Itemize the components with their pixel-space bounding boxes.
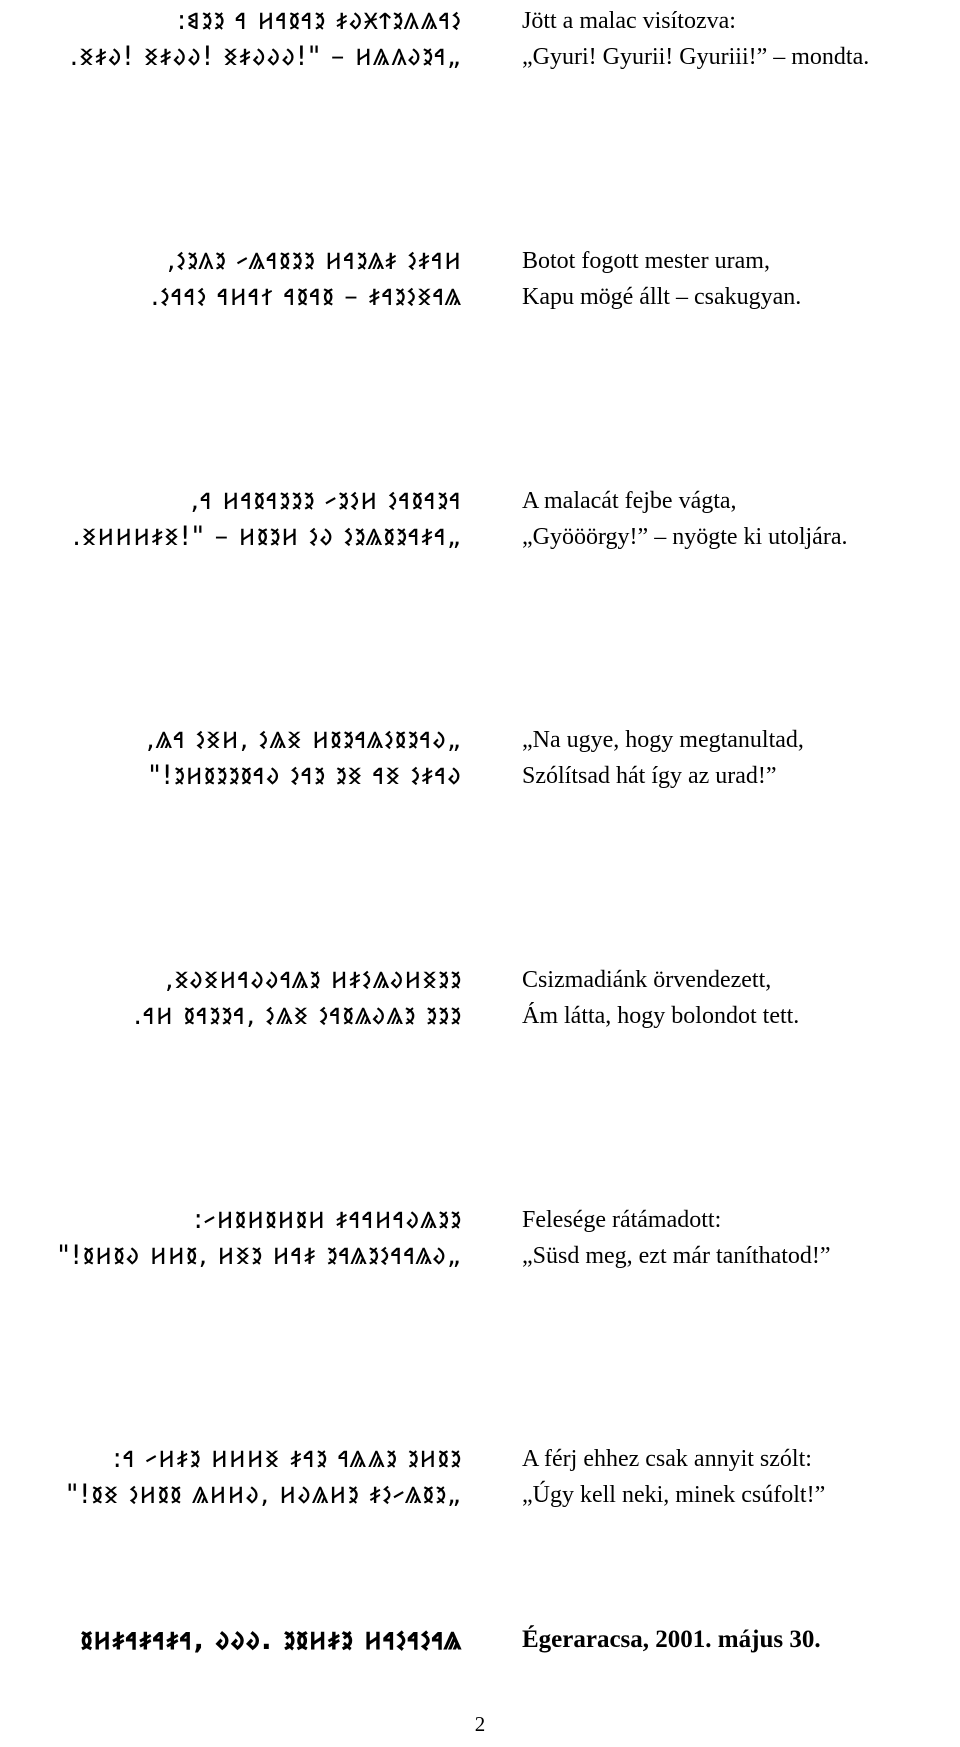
rune-text: [36, 3, 462, 75]
rune-line: .𐳖𐳀𐳏𐳋𐳉𐳀𐳎 – 𐳊𐳀𐳊𐳀 𐳐𐳀𐳢𐳀 𐳋𐳀𐳀𐳋: [150, 281, 462, 312]
latin-line: „Gyuri! Gyurii! Gyuriii!” – mondta.: [522, 44, 870, 70]
latin-text: [522, 962, 942, 1034]
latin-line: A malacát fejbe vágta,: [522, 488, 737, 514]
latin-text: [522, 483, 942, 555]
rune-line: :𐳋𐳀𐳖𐳍𐳉𐳄𐳈𐳜𐳎 𐳉𐳀𐳊𐳀𐳢 𐳀 𐳉𐳉𐳘: [177, 5, 462, 36]
rune-text: [36, 722, 462, 794]
rune-line: 𐳖𐳀𐳋𐳀𐳋𐳀𐳢 𐳉𐳎𐳢𐳊𐳉 .𐳜𐳜𐳜 ‚𐳀𐳎𐳀𐳎𐳀𐳎𐳢𐳊: [80, 1623, 462, 1656]
rune-line: ‚𐳉𐳉𐳏𐳢𐳜𐳖𐳋𐳎𐳢 𐳉𐳖𐳀𐳜𐳜𐳀𐳢𐳏𐳜𐳏: [164, 964, 462, 995]
page-number: 2: [474, 1712, 486, 1736]
rune-line: .𐳀𐳎𐳀𐳉𐳊𐳖𐳉𐳋 𐳜𐳋 𐳢𐳉𐳊𐳢 – "!𐳏𐳎𐳢𐳢𐳢𐳏„: [72, 521, 462, 552]
rune-text: [36, 962, 462, 1034]
rune-line: :𐳉𐳊𐳢𐳉 𐳉𐳖𐳖𐳀 𐳉𐳀𐳎 𐳏𐳢𐳢𐳢 𐳉𐳎𐳢𐳣 𐳀: [112, 1443, 462, 1474]
rune-line: .𐳀𐳉𐳜𐳍𐳖𐳢 – "!𐳜𐳜𐳜𐳎𐳏 !𐳜𐳜𐳎𐳏 !𐳜𐳎𐳏„: [69, 41, 462, 72]
rune-text: [36, 243, 462, 315]
latin-text: [522, 1202, 942, 1274]
rune-line: ‚𐳀𐳉𐳀𐳊𐳀𐳋 𐳢𐳋𐳉𐳣 𐳉𐳉𐳉𐳀𐳊𐳀𐳢 𐳀: [190, 485, 462, 516]
rune-line: "!𐳉𐳊𐳖𐳣𐳋𐳎 𐳉𐳢𐳖𐳜𐳢 ‚𐳜𐳢𐳢𐳖 𐳊𐳊𐳢𐳋 𐳏𐳊„: [65, 1479, 462, 1510]
latin-line: Jött a malac visítozva:: [522, 8, 736, 34]
latin-line: Ám látta, hogy bolondot tett.: [522, 1003, 800, 1029]
rune-line: "!𐳜𐳖𐳀𐳀𐳋𐳉𐳖𐳀𐳉 𐳎𐳀𐳢 𐳉𐳏𐳢 ‚𐳊𐳢𐳢 𐳜𐳊𐳢𐳊„: [57, 1240, 462, 1271]
rune-text: [36, 483, 462, 555]
latin-text: [522, 1441, 942, 1513]
rune-text: [36, 1441, 462, 1513]
latin-line: Kapu mögé állt – csakugyan.: [522, 284, 802, 310]
rune-text: [36, 1202, 462, 1274]
rune-line: ‚𐳜𐳀𐳉𐳊𐳋𐳖𐳀𐳉𐳊𐳢 𐳏𐳖𐳋 ‚𐳢𐳏𐳋 𐳀𐳖„: [145, 724, 462, 755]
latin-line: Botot fogott mester uram,: [522, 248, 770, 274]
latin-line: „Süsd meg, ezt már taníthatod!”: [522, 1243, 831, 1269]
latin-date: [522, 1622, 942, 1658]
latin-line: Csizmadiánk örvendezett,: [522, 967, 772, 993]
latin-line: „Gyööörgy!” – nyögte ki utoljára.: [522, 524, 848, 550]
rune-line: :𐳉𐳉𐳖𐳜𐳀𐳢𐳀𐳀𐳎 𐳢𐳊𐳢𐳊𐳢𐳊𐳢𐳣: [193, 1204, 462, 1235]
latin-line: Égeraracsa, 2001. május 30.: [522, 1626, 821, 1653]
latin-line: Szólítsad hát így az urad!”: [522, 763, 777, 789]
latin-line: „Na ugye, hogy megtanultad,: [522, 727, 804, 753]
latin-text: [522, 3, 942, 75]
latin-line: Felesége rátámadott:: [522, 1207, 722, 1233]
rune-line: ‚𐳢𐳀𐳎𐳋 𐳎𐳖𐳉𐳀𐳢 𐳉𐳉𐳊𐳀𐳖𐳣 𐳉𐳍𐳉𐳋: [166, 245, 462, 276]
rune-date: [36, 1622, 462, 1658]
latin-line: A férj ehhez csak annyit szólt:: [522, 1446, 812, 1472]
latin-line: „Úgy kell neki, minek csúfolt!”: [522, 1482, 826, 1508]
latin-text: [522, 722, 942, 794]
latin-text: [522, 243, 942, 315]
rune-line: "!𐳜𐳀𐳎𐳋 𐳏𐳀 𐳏𐳉 𐳉𐳀𐳋 𐳜𐳀𐳊𐳉𐳉𐳊𐳢𐳉: [148, 760, 462, 791]
rune-line: .𐳉𐳉𐳉 𐳉𐳖𐳜𐳖𐳊𐳀𐳋 𐳏𐳖𐳋 ‚𐳀𐳉𐳉𐳀𐳊 𐳢𐳀: [133, 1000, 462, 1031]
